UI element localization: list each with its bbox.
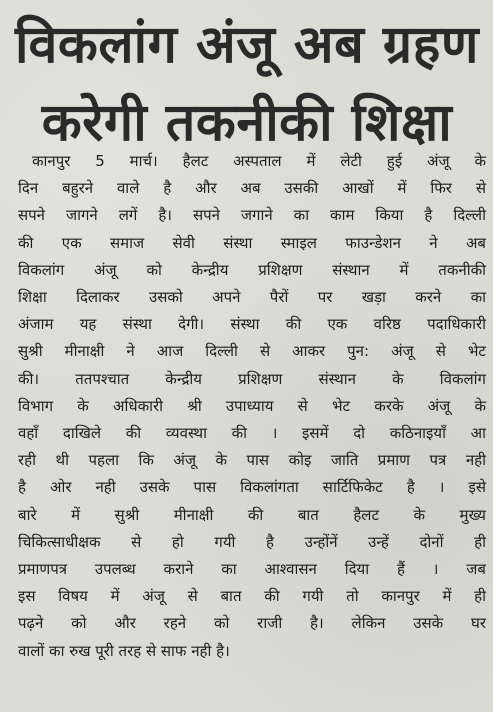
article-line: सपने जागने लगें है। सपने जगाने का काम किया है दिल्ली bbox=[18, 206, 486, 225]
article-line: चिकित्साधीक्षक से हो गयी है उन्होंनें उन्हें दोनों ही bbox=[18, 532, 486, 551]
article-line: कानपुर 5 मार्च। हैलट अस्पताल में लेटी हुई अंजू के bbox=[32, 152, 486, 170]
article-line: की एक समाज सेवी संस्था स्माइल फाउन्डेशन ने अब bbox=[18, 233, 486, 252]
article-line: पढ़ने को और रहने को राजी है। लेकिन उसके घर bbox=[18, 614, 486, 633]
headline-line-1: विकलांग अंजू अब ग्रहण bbox=[15, 15, 479, 75]
article-line: दिन बहुरने वाले है और अब उसकी आखों में फिर से bbox=[18, 179, 486, 198]
article-line: वहाँ दाखिले की व्यवस्था की । इसमें दो कठिनाइयाँ आ bbox=[18, 424, 486, 443]
article-line: शिक्षा दिलाकर उसको अपने पैरों पर खड़ा करने का bbox=[18, 288, 486, 307]
headline bbox=[8, 6, 486, 162]
headline-line-2: करेगी तकनीकी शिक्षा bbox=[41, 93, 453, 153]
article-line: इस विषय में अंजू से बात की गयी तो कानपुर में ही bbox=[18, 587, 486, 606]
article-line: बारे में सुश्री मीनाक्षी की बात हैलट के मुख्य bbox=[18, 505, 486, 524]
article-line: सुश्री मीनाक्षी ने आज दिल्ली से आकर पुन: अंजू से भेट bbox=[18, 342, 486, 361]
article-line: वालों का रुख पूरी तरह से साफ नही है। bbox=[18, 641, 230, 660]
article-line: प्रमाणपत्र उपलब्ध कराने का आश्वासन दिया हैं । जब bbox=[18, 560, 486, 579]
article-line: की। ततपश्चात केन्द्रीय प्रशिक्षण संस्थान के विकलांग bbox=[18, 369, 486, 388]
article-line: रही थी पहला कि अंजू के पास कोइ जाति प्रमाण पत्र नही bbox=[18, 451, 486, 470]
article-body bbox=[18, 148, 486, 665]
article-line: अंजाम यह संस्था देगी। संस्था की एक वरिष्ठ पदाधिकारी bbox=[18, 315, 486, 334]
article-line: विभाग के अधिकारी श्री उपाध्याय से भेट करके अंजू के bbox=[18, 396, 486, 415]
article-line: विकलांग अंजू को केन्द्रीय प्रशिक्षण संस्थान में तकनीकी bbox=[18, 260, 486, 279]
article-line: है ओर नही उसके पास विकलांगता सार्टिफिकेट है । इसे bbox=[18, 478, 486, 497]
